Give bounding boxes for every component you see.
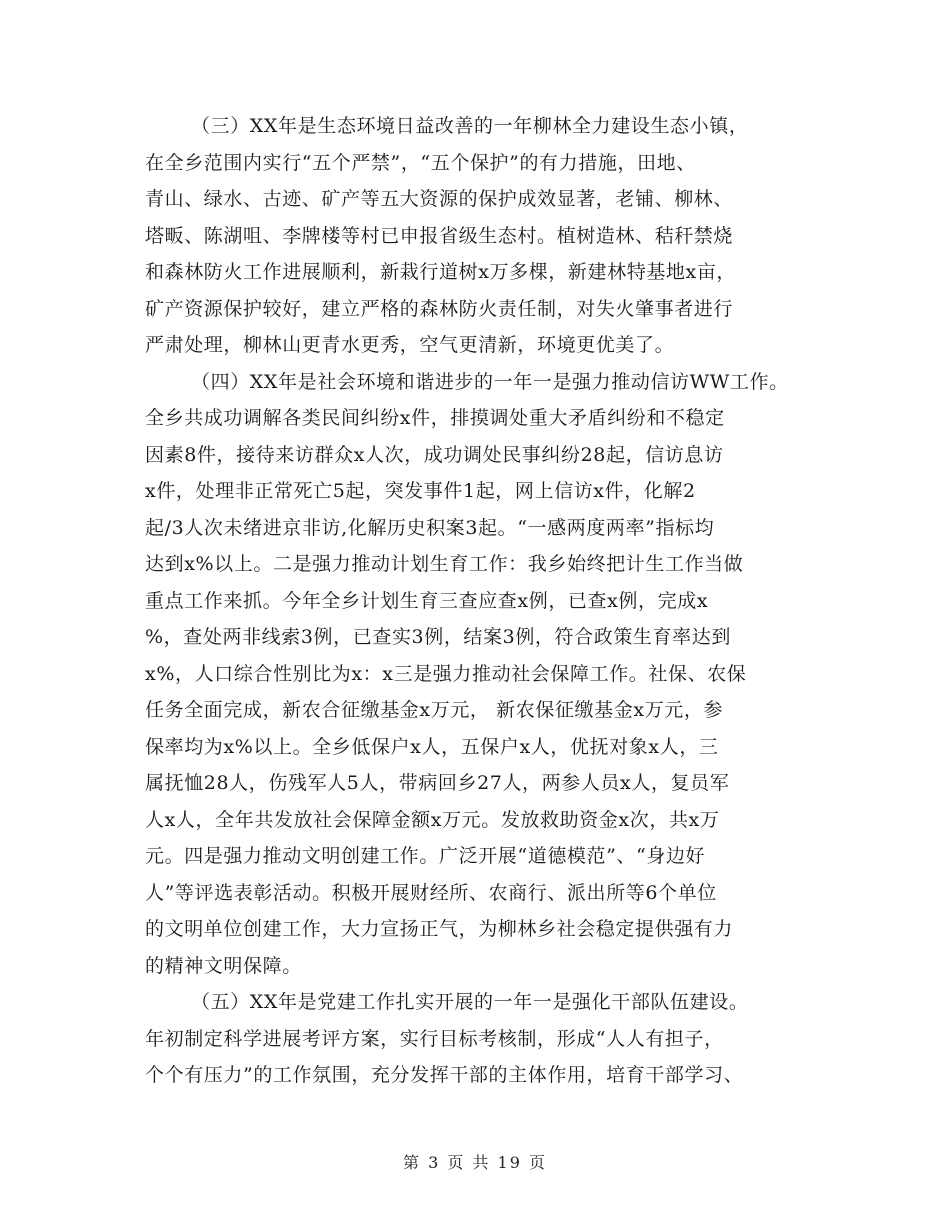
text-line: 个个有压力”的工作氛围，充分发挥干部的主体作用，培育干部学习、 [145, 1064, 744, 1086]
text-line: 人”等评选表彰活动。积极开展财经所、农商行、派出所等6个单位 [145, 881, 717, 904]
text-line: 塔畈、陈湖咀、李牌楼等村已申报省级生态村。植树造林、秸秆禁烧 [145, 224, 734, 247]
body-text [145, 108, 845, 1094]
text-line: 全乡共成功调解各类民间纠纷x件，排摸调处重大矛盾纠纷和不稳定 [145, 407, 725, 429]
text-line: 任务全面完成，新农合征缴基金x万元， 新农保征缴基金x万元，参 [145, 699, 724, 721]
text-line: 属抚恤28人，伤残军人5人，带病回乡27人，两参人员x人，复员军 [145, 772, 730, 794]
text-line: 矿产资源保护较好，建立严格的森林防火责任制，对失火肇事者进行 [145, 297, 734, 320]
paragraph-first-line: （五）XX年是党建工作扎实开展的一年一是强化干部队伍建设。 [191, 991, 749, 1013]
text-line: 的精神文明保障。 [145, 954, 302, 977]
text-line: 起/3人次未绪进京非访,化解历史积案3起。“一感两度两率”指标均 [145, 516, 715, 539]
paragraph-first-line: （三）XX年是生态环境日益改善的一年柳林全力建设生态小镇， [191, 115, 749, 137]
text-line: 达到x%以上。二是强力推动计划生育工作：我乡始终把计生工作当做 [145, 553, 744, 575]
text-line: 因素8件，接待来访群众x人次，成功调处民事纠纷28起，信访息访 [145, 443, 724, 466]
text-line: 的文明单位创建工作，大力宣扬正气，为柳林乡社会稳定提供强有力 [145, 918, 734, 940]
text-line: 和森林防火工作进展顺利，新栽行道树x万多棵，新建林特基地x亩， [145, 261, 737, 283]
page-footer: 第 3 页 共 19 页 [403, 1153, 547, 1172]
text-line: 在全乡范围内实行“五个严禁”，“五个保护”的有力措施，田地、 [145, 151, 696, 174]
text-line: 年初制定科学进展考评方案，实行目标考核制，形成“人人有担子， [145, 1027, 724, 1050]
text-line: 严肃处理，柳林山更青水更秀，空气更清新，环境更优美了。 [145, 334, 675, 356]
text-line: x%，人口综合性别比为x：x三是强力推动社会保障工作。社保、农保 [145, 662, 747, 685]
text-line: 人x人，全年共发放社会保障金额x万元。发放救助资金x次，共x万 [145, 808, 720, 831]
text-line: 青山、绿水、古迹、矿产等五大资源的保护成效显著，老铺、柳林、 [145, 188, 734, 210]
paragraph-first-line: （四）XX年是社会环境和谐进步的一年一是强力推动信访WW工作。 [191, 370, 789, 393]
text-line: x件，处理非正常死亡5起，突发事件1起，网上信访x件，化解2 [145, 480, 696, 502]
text-line: %，查处两非线索3例，已查实3例，结案3例，符合政策生育率达到 [145, 626, 731, 648]
text-line: 保率均为x%以上。全乡低保户x人，五保户x人，优抚对象x人，三 [145, 735, 719, 758]
text-line: 重点工作来抓。今年全乡计划生育三查应查x例，已查x例，完成x [145, 589, 709, 612]
text-line: 元。四是强力推动文明创建工作。广泛开展“道德模范”、“身边好 [145, 845, 706, 867]
